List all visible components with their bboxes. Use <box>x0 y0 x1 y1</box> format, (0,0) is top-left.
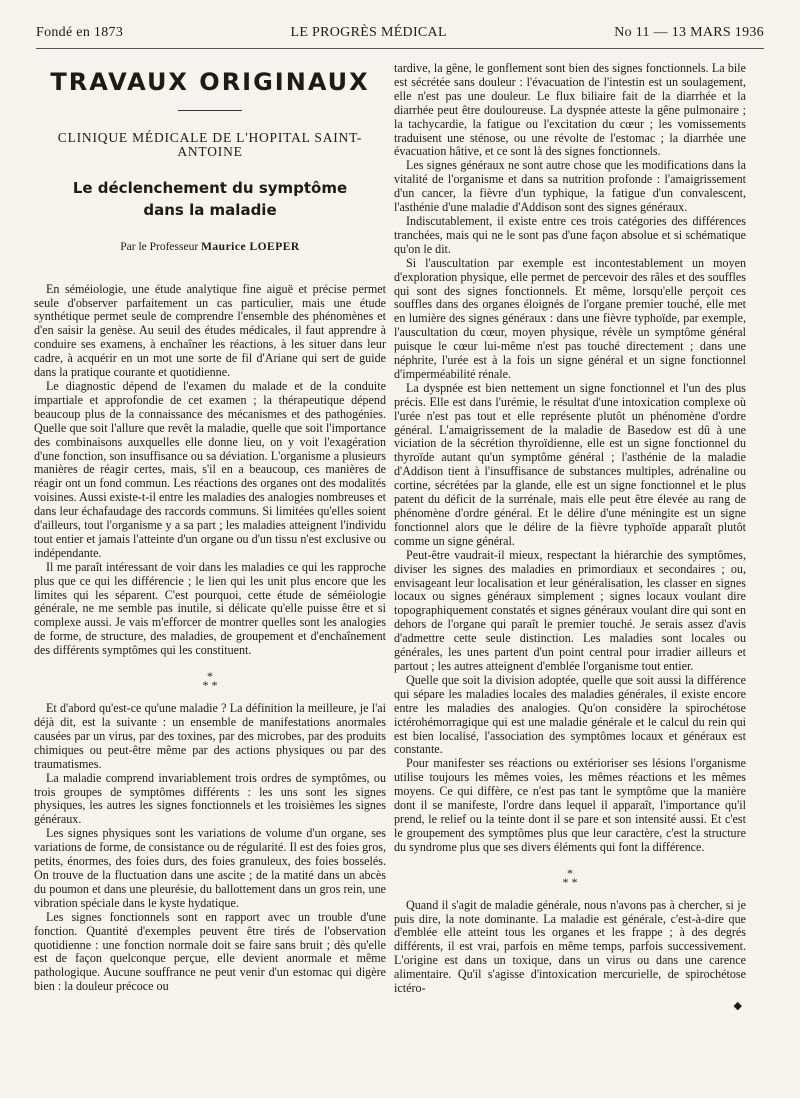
paragraph: Quelle que soit la division adoptée, quelle que soit aussi la différence qui sépare les maladies locales des maladies générales, il existe encore entre les maladies des analogies. Qu'on considère la spirochétose ictérohémorragique qui est une maladie générale et le calcul du rein qui est bien localisé, l'association des symptômes locaux et généraux est constante. <box>394 672 746 757</box>
left-column <box>34 58 386 994</box>
paragraph: Pour manifester ses réactions ou extérioriser ses lésions l'organisme utilise toujours les mêmes voies, les mêmes réactions et les mêmes moyens. Ce qui diffère, ce n'est pas tant le symptôme que la manière dont il se manifeste, l'ordre dans lequel il apparaît, l'importance qu'il prend, le relief ou la teinte dont il se pare et son intensité aussi. Et c'est le groupement des symptômes plus que leur caractère, c'est la structure du syndrome plus que ses divers éléments qui font la différence. <box>394 756 746 854</box>
clinic-heading: CLINIQUE MÉDICALE DE L'HOPITAL SAINT-ANTOINE <box>57 129 363 159</box>
paragraph: tardive, la gêne, le gonflement sont bien des signes fonctionnels. La bile est sécrétée sans douleur : l'évacuation de l'intestin est un soulagement, elle n'est pas une douleur. Le flux biliaire fait de la diarrhée et la diarrhée peut être douloureuse. La dyspnée atteste la gêne pulmonaire ; la tachycardie, la fatigue ou l'excitation du cœur ; les vomissements traduisent une sténose, ou une révolte de l'estomac ; la diarrhée une évacuation hâtive, et ce sont là des signes fonctionnels. <box>394 61 746 159</box>
paragraph: Il me paraît intéressant de voir dans les maladies ce qui les rapproche plus que ce qui les différencie ; le lien qui les unit plus encore que les limites qui les séparent. C'est pourquoi, cette étude de séméiologie générale, ne me semble pas inutile, si délicate qu'elle puisse être et si complexe aussi. Je vais m'efforcer de montrer quelles sont les analogies de forme, de structure, des maladies, de groupement et d'enchaînement des différents symptômes qui les constituent. <box>34 559 386 658</box>
paragraph: Peut-être vaudrait-il mieux, respectant la hiérarchie des symptômes, diviser les signes des maladies en primordiaux et secondaires ; ou, envisageant leur localisation et leur généralisation, les classer en signes locaux ou signes généraux simplement ; signes locaux voulant dire topographiquement constatés et signes généraux voulant dire qui sont en dehors de l'organe qui paraît le premier touché. Je serais assez d'avis d'admettre cette seule distinction. Les maladies sont locales ou générales, les unes partent d'un point central pour irradier ailleurs et partout ; les autres atteignent d'emblée l'organisme tout entier. <box>394 547 746 673</box>
header-divider <box>36 48 764 49</box>
right-column <box>394 62 746 1014</box>
section-title: TRAVAUX ORIGINAUX <box>50 68 370 96</box>
paragraph: En séméiologie, une étude analytique fine aiguë et précise permet seule d'observer parfaitement un cas particulier, mais une étude synthétique permet seule de comprendre l'ensemble des phénomènes et d'en saisir la genèse. Au seuil des études médicales, il faut apprendre à conduire ses examens, à enchaîner les réactions, à les situer dans leur cadre, à acquérir en un mot une sorte de fil d'Ariane qui sert de guide dans la pratique courante et quotidienne. <box>34 281 386 380</box>
separator-stars: * * <box>202 678 218 693</box>
header-issue-date: No 11 — 13 MARS 1936 <box>614 25 764 40</box>
article-title-line-2: dans la maladie <box>143 200 277 219</box>
byline-prefix: Par le Professeur <box>120 240 199 253</box>
author-name: Maurice LOEPER <box>201 240 300 253</box>
header-journal-title: LE PROGRÈS MÉDICAL <box>290 25 447 40</box>
paragraph: La maladie comprend invariablement trois ordres de symptômes, ou trois groupes de symptômes différents : les uns sont les signes physiques, les autres les signes fonctionnels et les troisièmes les signes généraux. <box>34 770 386 827</box>
section-separator <box>34 669 386 693</box>
title-divider <box>178 110 242 111</box>
article-title-line-1: Le déclenchement du symptôme <box>72 178 348 197</box>
separator-stars: * * <box>562 874 578 889</box>
header-founded: Fondé en 1873 <box>36 25 124 40</box>
separator-star: * <box>567 865 573 880</box>
paragraph: Le diagnostic dépend de l'examen du malade et de la conduite impartiale et approfondie de cet examen ; la thérapeutique dépend beaucoup plus de la connaissance des mécanismes et des pathogénies. Quelle que soit l'allure que revêt la maladie, quelle que soit l'importance des combinaisons auxquelles elle donne lieu, on y voit l'exagération d'une fonction, son insuffisance ou sa déviation. L'organisme a plusieurs manières de réagir certes, mais, s'il en a beaucoup, ces manières de réagir ont un fond commun. Les réactions des organes ont des modalités voisines. Aussi existe-t-il entre les maladies des analogies nombreuses et dans leur échafaudage des raccords communs. Si limitées qu'elles soient d'ailleurs, tout l'organisme y a sa part ; les maladies atteignent l'individu tout entier et jamais l'atteinte d'un organe ou d'un tissu n'est exclusive ou indépendante. <box>34 378 386 560</box>
paragraph: Et d'abord qu'est-ce qu'une maladie ? La définition la meilleure, je l'ai déjà dit, est la suivante : un ensemble de manifestations anormales causées par un virus, par des toxines, par des microbes, par des produits chimiques ou peut-être même par des actions physiques ou par des traumatismes. <box>34 701 386 771</box>
article-title <box>34 177 386 221</box>
section-separator <box>394 865 746 889</box>
paragraph: Si l'auscultation par exemple est incontestablement un moyen d'exploration physique, elle permet de percevoir des râles et des souffles qui sont des signes fonctionnels. Et même, lorsqu'elle perçoit ces souffles dans des organes éloignés de l'organe premier touché, elle met en lumière des signes généraux : dans une fièvre typhoïde, par exemple, l'auscultation du cœur, moyen physique, révèle un symptôme général puisque le cœur lui-même n'est pas touché directement ; dans une néphrite, l'urée est à la fois un signe général et un signe fonctionnel d'imperméabilité rénale. <box>394 255 746 381</box>
paragraph: Indiscutablement, il existe entre ces trois catégories des différences tranchées, mais qui ne le sont pas d'une façon absolue et si schématique qu'on le dit. <box>394 213 746 256</box>
paragraph: Quand il s'agit de maladie générale, nous n'avons pas à chercher, si je puis dire, la note dominante. La maladie est générale, c'est-à-dire que d'emblée elle atteint tous les organes et les frappe ; à des degrés différents, il est vrai, parfois en même temps, parfois successivement. L'origine est dans un toxique, dans un virus ou dans une carence alimentaire. Qu'il s'agisse d'intoxication mercurielle, de spirochétose ictéro- <box>394 897 746 996</box>
end-diamond-icon: ◆ <box>733 1000 742 1012</box>
paragraph: Les signes fonctionnels sont en rapport avec un trouble d'une fonction. Quantité d'exemples peuvent être tirés de l'observation quotidienne : une fonction normale doit se faire sans bruit ; dès qu'elle est de façon quelconque perçue, elle devient anormale et même pathologique. Aucune souffrance ne peut venir d'un estomac qui digère bien : la douleur précoce ou <box>34 909 386 994</box>
paragraph: Les signes généraux ne sont autre chose que les modifications dans la vitalité de l'organisme et dans sa nutrition profonde : l'amaigrissement d'un cancer, la fièvre d'un typhique, la fatigue d'un convalescent, l'asthénie d'une maladie d'Addison sont des signes généraux. <box>394 158 746 215</box>
byline <box>34 241 386 255</box>
separator-star: * <box>207 669 213 684</box>
paragraph: Les signes physiques sont les variations de volume d'un organe, ses variations de forme, de consistance ou de régularité. Il est des foies gros, petits, énormes, des foies durs, des foies granuleux, des foies bosselés. On trouve de la fluctuation dans une ascite ; de la matité dans un abcès du poumon et dans une pleurésie, du ballottement dans un gros rein, une vibration spéciale dans le kyste hydatique. <box>34 826 386 910</box>
paragraph: La dyspnée est bien nettement un signe fonctionnel et l'un des plus précis. Elle est dans l'urémie, le résultat d'une intoxication complexe où l'urée n'est pas tout et elle représente plutôt un phénomène d'ordre général. L'amaigrissement de la maladie de Basedow est dû à une viciation de la sécrétion thyroïdienne, elle est un signe fonctionnel du thyroïde autant qu'un symptôme général ; l'asthénie de la maladie d'Addison tient à l'insuffisance de substances multiples, adrénaline ou cortine, sécrétées par la glande, elle est un signe fonctionnel et le plus patent du déficit de la surrénale, mais elle peut être élevée au rang de phénomène d'ordre général. Et le délire d'une méningite est un signe fonctionnel alors que le délire de la fièvre typhoïde apparaît plutôt comme un signe général. <box>394 380 746 548</box>
page-header <box>36 22 764 44</box>
